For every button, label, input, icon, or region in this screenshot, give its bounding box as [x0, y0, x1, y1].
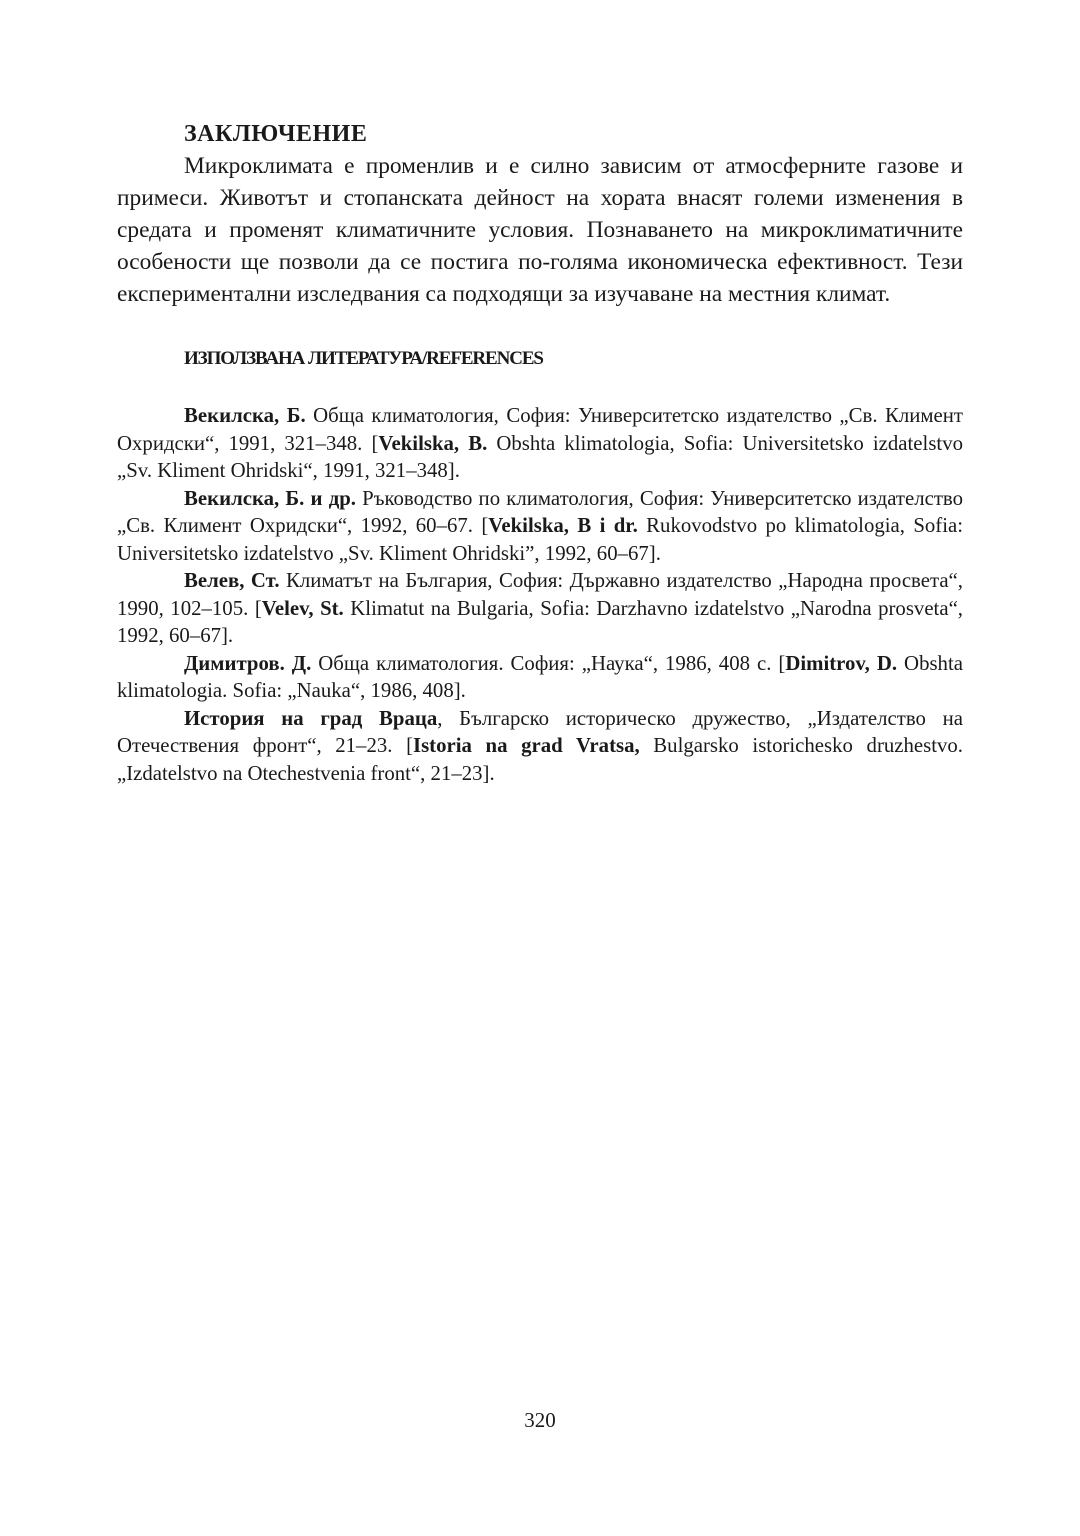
reference-author-latin: Vekilska, B i dr. [488, 514, 638, 537]
reference-text: Обща климатология. София: „Наука“, 1986, 408 с. [ [311, 651, 786, 675]
reference-author: Векилска, Б. и др. [184, 486, 356, 510]
reference-text-latin: Bulgarsko istorichesko druzhestvo. „Izdatelstvo na Otechestvenia front“, 21–23]. [117, 734, 963, 785]
reference-text-latin: Obshta klimatologia. Sofia: „Nauka“, 1986, 408]. [117, 651, 963, 702]
reference-text-latin: Klimatut na Bulgaria, Sofia: Darzhavno izdatelstvo „Narodna prosveta“, 1992, 60–67]. [117, 596, 963, 647]
reference-item [117, 650, 963, 705]
conclusion-heading: ЗАКЛЮЧЕНИЕ [184, 121, 368, 147]
reference-author-latin: Vekilska, B. [378, 431, 488, 455]
reference-author-latin: Velev, St. [261, 596, 344, 620]
reference-text: Ръководство по климатология, София: Университетско издателство „Св. Климент Охридски“, 1992, 60–67. [ [117, 486, 963, 537]
reference-item [117, 485, 963, 568]
reference-text: Обща климатология, София: Университетско издателство „Св. Климент Охридски“, 1991, 321–348. [ [117, 404, 963, 455]
reference-author: Велев, Ст. [184, 569, 280, 592]
reference-list [117, 402, 963, 787]
reference-author-latin: Istoria na grad Vratsa, [413, 734, 640, 757]
reference-author-latin: Dimitrov, D. [785, 651, 898, 675]
reference-text: , Българско историческо дружество, „Издателство на Отечествения фронт“, 21–23. [ [117, 706, 963, 757]
reference-author: Димитров. Д. [184, 651, 312, 675]
reference-author: История на град Враца [184, 706, 438, 730]
reference-text: Климатът на България, София: Държавно издателство „Народна просвета“, 1990, 102–105. [ [117, 569, 963, 620]
reference-text-latin: Obshta klimatologia, Sofia: Universitetsko izdatelstvo „Sv. Kliment Ohridski“, 1991, 321–348]. [117, 431, 963, 482]
reference-item [117, 567, 963, 650]
conclusion-paragraph: Микроклимата е променлив и е силно зависим от атмосферните газове и примеси. Животът и стопанската дейност на хората внасят големи изменения в средата и променят климатичните условия. Познаването на микроклиматичните особености ще позволи да се постига по-голяма икономическа ефективност. Тези експериментални изследвания са подходящи за изучаване на местния климат. [117, 153, 963, 307]
reference-author: Векилска, Б. [184, 404, 306, 427]
reference-item [117, 705, 963, 788]
reference-item [117, 402, 963, 485]
reference-text-latin: Rukovodstvo po klimatologia, Sofia: Universitetsko izdatelstvo „Sv. Kliment Ohridski”, 1992, 60–67]. [117, 514, 963, 565]
document-page [117, 118, 963, 787]
references-heading: ИЗПОЛЗВАНА ЛИТЕРАТУРА/REFERENCES [184, 348, 543, 369]
page-number: 320 [524, 1408, 556, 1432]
